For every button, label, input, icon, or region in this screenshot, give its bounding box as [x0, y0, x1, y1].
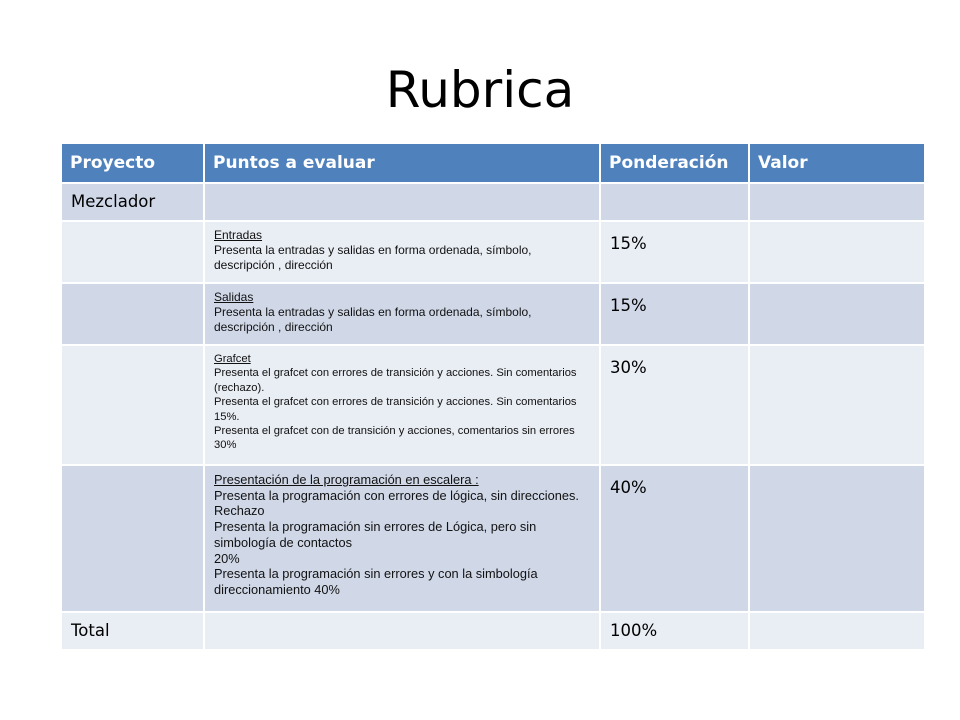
cell-ponderacion	[600, 345, 749, 465]
table-row-programacion	[61, 465, 925, 612]
criterion-line: Presenta el grafcet con de transición y acciones, comentarios sin errores 30%	[214, 425, 575, 452]
criterion-line: Presenta el grafcet con errores de transición y acciones. Sin comentarios 15%.	[214, 396, 577, 423]
cell-empty	[749, 612, 925, 650]
table-row-salidas	[61, 283, 925, 345]
weight-value: 30%	[610, 358, 647, 377]
table-row-mezclador	[61, 183, 925, 221]
cell-puntos	[204, 221, 600, 283]
cell-empty	[600, 183, 749, 221]
cell-valor	[749, 283, 925, 345]
project-name: Mezclador	[71, 192, 156, 211]
header-proyecto: Proyecto	[61, 143, 204, 183]
total-label: Total	[71, 621, 110, 640]
cell-valor	[749, 345, 925, 465]
header-puntos-a-evaluar: Puntos a evaluar	[204, 143, 600, 183]
table-header-row	[61, 143, 925, 183]
criterion-heading: Salidas	[214, 290, 254, 304]
weight-value: 40%	[610, 478, 647, 497]
cell-valor	[749, 465, 925, 612]
cell-proyecto	[61, 183, 204, 221]
criterion-heading: Entradas	[214, 228, 263, 242]
cell-valor	[749, 221, 925, 283]
cell-ponderacion	[600, 283, 749, 345]
cell-ponderacion	[600, 465, 749, 612]
criterion-line: 20%	[214, 550, 240, 566]
cell-empty	[749, 183, 925, 221]
header-valor: Valor	[749, 143, 925, 183]
cell-empty	[61, 283, 204, 345]
header-ponderacion: Ponderación	[600, 143, 749, 183]
cell-empty	[61, 465, 204, 612]
criterion-line: Presenta el grafcet con errores de transición y acciones. Sin comentarios (rechazo).	[214, 367, 577, 394]
rubric-table	[60, 142, 926, 651]
criterion-line: Presenta la programación sin errores de Lógica, pero sin simbología de contactos	[214, 519, 537, 550]
criterion-line: Presenta la entradas y salidas en forma ordenada, símbolo, descripción , dirección	[214, 243, 532, 272]
cell-empty	[204, 612, 600, 650]
table-row-grafcet	[61, 345, 925, 465]
cell-puntos	[204, 283, 600, 345]
cell-empty	[61, 345, 204, 465]
criterion-heading: Presentación de la programación en escalera :	[214, 472, 479, 487]
total-weight: 100%	[610, 621, 658, 640]
table-row-entradas	[61, 221, 925, 283]
cell-empty	[204, 183, 600, 221]
table-row-total	[61, 612, 925, 650]
cell-puntos	[204, 465, 600, 612]
criterion-line: Presenta la programación con errores de lógica, sin direcciones. Rechazo	[214, 487, 579, 519]
cell-empty	[61, 221, 204, 283]
cell-puntos	[204, 345, 600, 465]
weight-value: 15%	[610, 234, 647, 253]
weight-value: 15%	[610, 296, 647, 315]
criterion-line: Presenta la entradas y salidas en forma ordenada, símbolo, descripción , dirección	[214, 305, 532, 334]
cell-total-label	[61, 612, 204, 650]
cell-ponderacion	[600, 221, 749, 283]
cell-total-ponderacion	[600, 612, 749, 650]
criterion-line: Presenta la programación sin errores y con la simbología direccionamiento 40%	[214, 566, 538, 597]
slide-title: Rubrica	[385, 61, 575, 119]
criterion-heading: Grafcet	[214, 353, 251, 365]
